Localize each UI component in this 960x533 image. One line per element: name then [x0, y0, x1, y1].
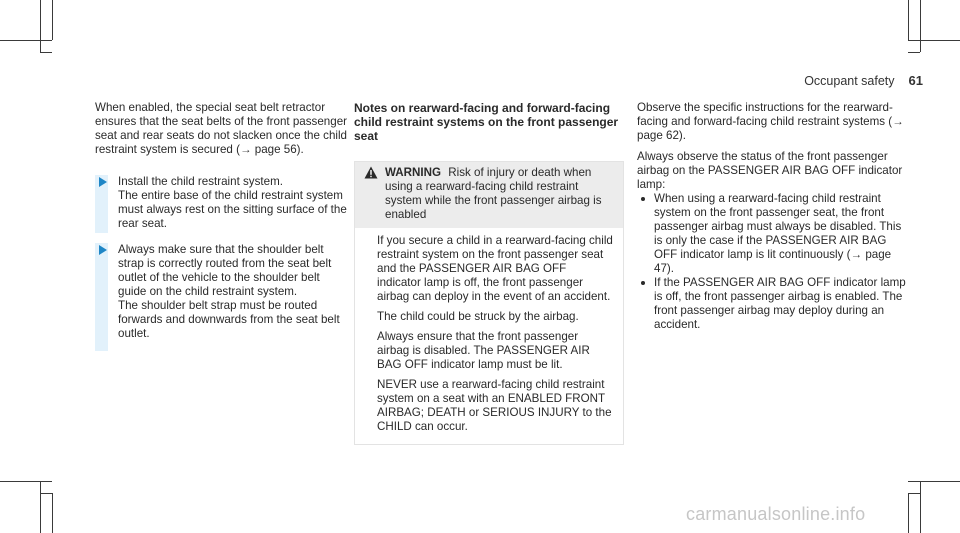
crop-mark — [40, 52, 52, 53]
column-middle — [354, 101, 624, 445]
paragraph: Always observe the status of the front passenger airbag on the PASSENGER AIR BAG OFF indicator lamp: — [637, 150, 903, 191]
section-title: Occupant safety — [804, 74, 895, 88]
crop-mark — [908, 40, 960, 41]
crop-mark — [0, 481, 52, 482]
warning-label: WARNING — [385, 166, 442, 179]
step-text: Install the child restraint system. — [118, 175, 283, 188]
column-left — [95, 101, 350, 351]
arrow-right-icon — [99, 245, 107, 255]
crop-mark — [40, 0, 41, 52]
arrow-right-icon — [99, 177, 107, 187]
crop-mark — [40, 481, 41, 533]
column-right — [637, 101, 909, 332]
warning-heading: Risk of injury or death when using a rearward-facing child restraint system while the front passenger airbag is enabled — [385, 166, 602, 221]
crop-mark — [40, 493, 52, 494]
warning-box — [354, 161, 624, 445]
intro-paragraph: When enabled, the special seat belt retractor ensures that the seat belts of the front passenger seat and rear seats do not slacken once the child restraint system is secured (→ page 56). — [95, 101, 347, 156]
warning-body — [355, 228, 623, 444]
step-text: Always make sure that the shoulder belt strap is correctly routed from the seat belt outlet of the vehicle to the shoulder belt guide on the child restraint system. — [118, 243, 332, 298]
list-item: If the PASSENGER AIR BAG OFF indicator lamp is off, the front passenger airbag is enabled. The front passenger airbag may deploy during an accident. — [637, 276, 909, 332]
warning-triangle-icon — [364, 166, 378, 179]
crop-mark — [908, 493, 920, 494]
watermark-link[interactable]: carmanualsonline.info — [686, 504, 866, 524]
crop-mark — [52, 493, 53, 533]
crop-mark — [920, 481, 921, 533]
warning-paragraph: If you secure a child in a rearward-facing child restraint system on the front passenger seat and the PASSENGER AIR BAG OFF indicator lamp is off, the front passenger airbag can deploy in the event of an accident. — [377, 234, 613, 303]
page-header — [804, 73, 923, 88]
bullet-list — [637, 192, 909, 332]
warning-header — [355, 162, 623, 228]
crop-mark — [0, 40, 52, 41]
step-result-text: The entire base of the child restraint system must always rest on the sitting surface of the rear seat. — [118, 189, 347, 230]
paragraph: Observe the specific instructions for the rearward-facing and forward-facing child restraint systems (→ page 62). — [637, 101, 904, 142]
list-item: When using a rearward-facing child restraint system on the front passenger seat, the front passenger airbag must always be disabled. This is only the case if the PASSENGER AIR BAG OFF indicator lamp is lit continuously (→ page 47). — [637, 192, 909, 276]
warning-paragraph: Always ensure that the front passenger airbag is disabled. The PASSENGER AIR BAG OFF indicator lamp must be lit. — [377, 330, 590, 371]
instruction-step — [95, 243, 350, 351]
step-result-text: The shoulder belt strap must be routed forwards and downwards from the seat belt outlet. — [118, 299, 340, 340]
crop-mark — [908, 493, 909, 533]
instruction-step — [95, 175, 350, 233]
page-number: 61 — [908, 73, 923, 88]
warning-paragraph: NEVER use a rearward-facing child restraint system on a seat with an ENABLED FRONT AIRBAG; DEATH or SERIOUS INJURY to the CHILD can occur. — [377, 378, 612, 433]
section-heading: Notes on rearward-facing and forward-facing child restraint systems on the front passenger seat — [354, 101, 619, 143]
crop-mark — [908, 52, 920, 53]
crop-mark — [908, 0, 909, 40]
warning-paragraph: The child could be struck by the airbag. — [377, 310, 579, 323]
crop-mark — [52, 0, 53, 40]
crop-mark — [920, 0, 921, 52]
crop-mark — [908, 481, 960, 482]
